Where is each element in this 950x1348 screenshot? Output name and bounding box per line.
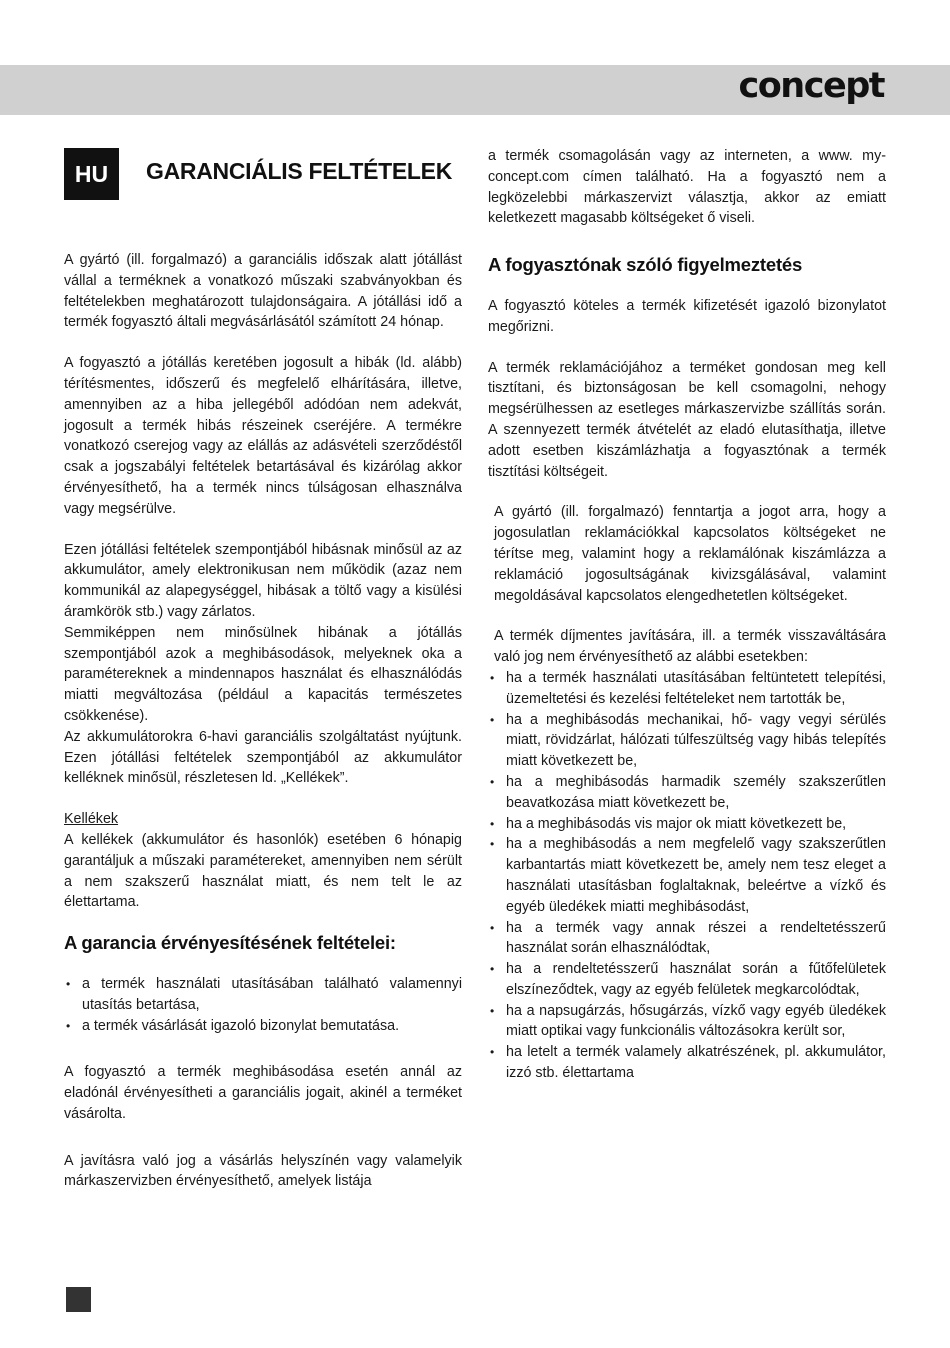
list-item: • ha a termék használati utasításában feltüntetett telepítési, üzemeltetési és kezelési feltételeket nem tartották be,: [488, 668, 886, 710]
claim-at-seller-paragraph: A fogyasztó a termék meghibásodása esetén annál az eladónál érvényesítheti a garanciális jogait, akinél a terméket vásárolta.: [64, 1064, 462, 1122]
list-item: • ha a meghibásodás mechanikai, hő- vagy vegyi sérülés miatt, rövidzárlat, hálózati túlfeszültség vagy hibás telepítés miatt következett be,: [488, 710, 886, 772]
list-item: • a termék használati utasításában található valamennyi utasítás betartása,: [64, 974, 462, 1016]
battery-defect-paragraph: Ezen jótállási feltételek szempontjából hibásnak minősül az az akkumulátor, amely elektronikusan nem működik (azaz nem kommunikál az alapegységgel, hibásak a töltő vagy a kisülési áramkörök stb.) vagy zárlatos.: [64, 541, 462, 620]
page-title: GARANCIÁLIS FELTÉTELEK: [146, 158, 453, 184]
service-list-continuation: a termék csomagolásán vagy az interneten, a www. my-concept.com címen található. Ha a fogyasztó nem a legközelebbi márkaszervizt választja, akkor az emiatt keletkezett magasabb költségeket ő viseli.: [488, 148, 886, 227]
right-column: [488, 146, 886, 1084]
battery-warranty-paragraph: Az akkumulátorokra 6-havi garanciális szolgáltatást nyújtunk. Ezen jótállási feltételek szempontjából az akkumulátor kelléknek minősül, részletesen ld. „Kellékek”.: [64, 728, 462, 787]
list-item: • ha letelt a termék valamely alkatrészének, pl. akkumulátor, izzó stb. élettartama: [488, 1042, 886, 1084]
warranty-conditions-list: [64, 974, 462, 1036]
list-item: • ha a napsugárzás, hősugárzás, vízkő vagy egyéb üledékek miatt optikai vagy funkcionális változásokra került sor,: [488, 1001, 886, 1043]
repair-location-paragraph: A javításra való jog a vásárlás helyszínén vagy valamelyik márkaszervizben érvényesíthető, amelyek listája: [64, 1152, 462, 1190]
page-marker-square: [66, 1287, 91, 1312]
cleaning-paragraph: A termék reklamációjához a terméket gondosan meg kell tisztítani, és biztonságosan be kell csomagolni, nehogy megsérülhessen az esetleges márkaszervizbe szállítás során. A szennyezett termék átvételét az eladó elutasíthatja, illetve adott esetben kiszámlázhatja a fogyasztónak a termék tisztítási költségeit.: [488, 359, 886, 480]
list-item: • ha a rendeltetésszerű használat során a fűtőfelületek elszíneződtek, vagy az egyéb felületek megkarcolódtak,: [488, 959, 886, 1001]
non-defect-paragraph: Semmiképpen nem minősülnek hibának a jótállás szempontjából azok a meghibásodások, melyeknek oka a paramétereknek a mindennapos használat és elhasználódás miatti megváltozása (például a kapacitás természetes csökkenése).: [64, 624, 462, 724]
list-item: • ha a meghibásodás a nem megfelelő vagy szakszerűtlen karbantartás miatt következett be, amely nem tesz eleget a használati utasításban foglaltaknak, beleértve a vízkő és egyéb üledékek miatti meghibásodást,: [488, 834, 886, 917]
list-item: • ha a meghibásodás vis major ok miatt következett be,: [488, 814, 886, 835]
list-item: • ha a meghibásodás harmadik személy szakszerűtlen beavatkozása miatt következett be,: [488, 772, 886, 814]
exclusions-intro-paragraph: A termék díjmentes javítására, ill. a termék visszaváltására való jog nem érvényesíthető az alábbi esetekben:: [494, 628, 886, 666]
receipt-keep-paragraph: A fogyasztó köteles a termék kifizetését igazoló bizonylatot megőrizni.: [488, 297, 886, 335]
consumer-warning-heading: A fogyasztónak szóló figyelmeztetés: [488, 254, 803, 276]
accessories-paragraph: A kellékek (akkumulátor és hasonlók) esetében 6 hónapig garantáljuk a műszaki paramétereket, amennyiben nem sérült a nem szakszerű használat miatt, és nem telt le az élettartama.: [64, 831, 462, 911]
left-column: [64, 250, 462, 1192]
list-item: • ha a termék vagy annak részei a rendeltetésszerű használat során elhasználódtak,: [488, 918, 886, 960]
list-item: • a termék vásárlását igazoló bizonylat bemutatása.: [64, 1016, 462, 1037]
exclusions-list: [488, 668, 886, 1084]
language-badge: HU: [64, 148, 119, 200]
warranty-conditions-heading: A garancia érvényesítésének feltételei:: [64, 932, 396, 954]
consumer-rights-paragraph: A fogyasztó a jótállás keretében jogosult a hibák (ld. alább) térítésmentes, időszerű és megfelelő elhárítására, illetve, amennyiben az a hiba jellegéből adódóan nem adekvát, jogosult a termék hibás részeinek cseréjére. A termékre vonatkozó cserejog vagy az elállás az adásvételi szerződéstől csak a jogszabályi feltételek betartásával és kizárólag akkor érvényesíthető, ha a termék nincs túlságosan elhasználva vagy megsérülve.: [64, 355, 462, 517]
unjustified-claim-paragraph: A gyártó (ill. forgalmazó) fenntartja a jogot arra, hogy a jogosulatlan reklamációkkal kapcsolatos költségeket ne térítse meg, valamint hogy a reklamálónak kiszámlázza a reklamáció jogosultságának kivizsgálásával, valamint megoldásával kapcsolatos elengedhetetlen költségeket.: [494, 504, 886, 604]
accessories-heading: Kellékek: [64, 811, 119, 828]
brand-logo: concept: [738, 66, 884, 106]
warranty-intro-paragraph: A gyártó (ill. forgalmazó) a garanciális időszak alatt jótállást vállal a terméknek a vonatkozó műszaki szabványokban és feltételekben meghatározott tulajdonságaira. A jótállási idő a termék fogyasztó általi megvásárlásától számított 24 hónap.: [64, 252, 462, 331]
